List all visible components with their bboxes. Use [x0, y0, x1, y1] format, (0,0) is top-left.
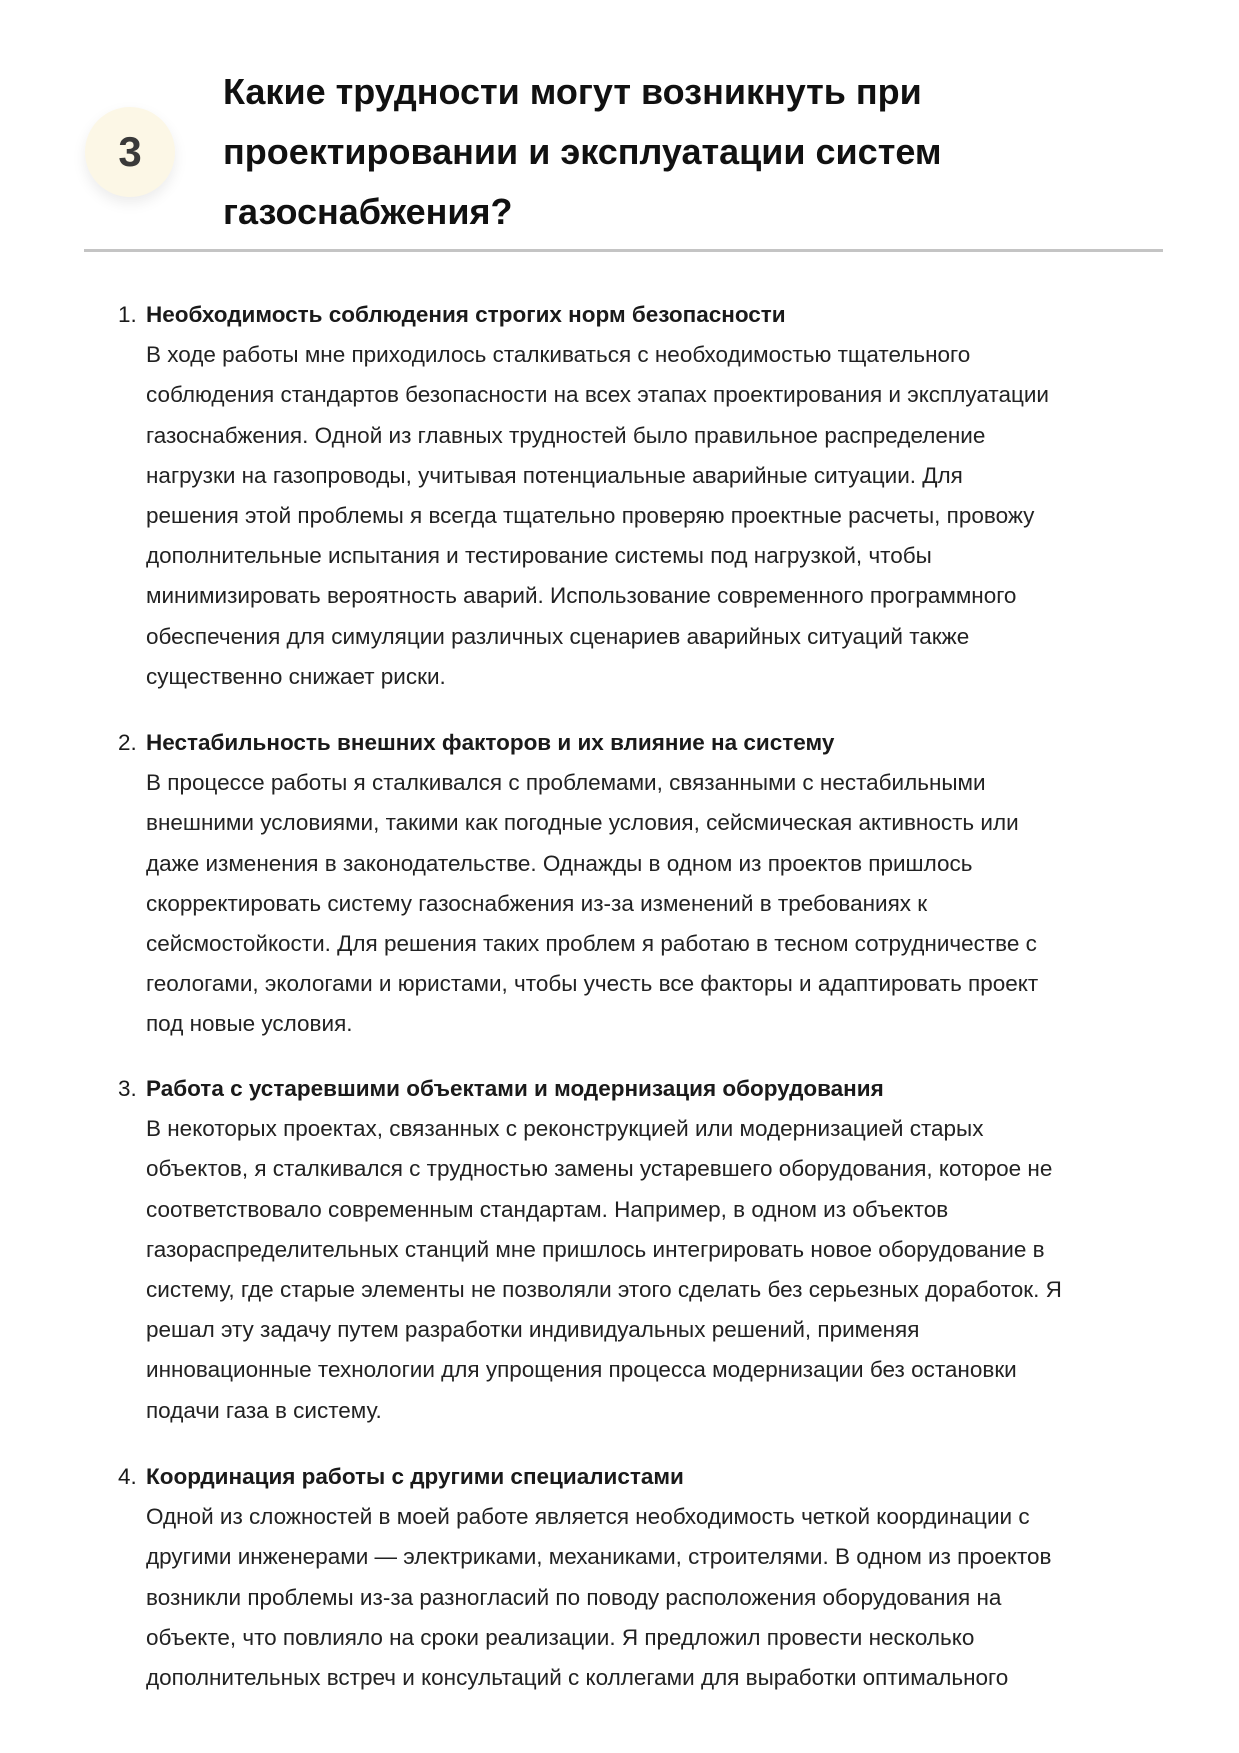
- list-item-body: [146, 1069, 1239, 1431]
- list-item-body: [146, 723, 1239, 1045]
- list-item-heading: Работа с устаревшими объектами и модернизация оборудования: [146, 1076, 884, 1101]
- list-item-body: [146, 295, 1239, 697]
- paragraph-line: другими инженерами — электриками, механиками, строителями. В одном из проектов: [146, 1544, 1052, 1570]
- paragraph-line: систему, где старые элементы не позволяли этого сделать без серьезных доработок. Я: [146, 1277, 1062, 1303]
- list-item-heading: Необходимость соблюдения строгих норм безопасности: [146, 302, 786, 327]
- paragraph-line: сейсмостойкости. Для решения таких проблем я работаю в тесном сотрудничестве с: [146, 931, 1037, 957]
- paragraph-line: минимизировать вероятность аварий. Использование современного программного: [146, 583, 1017, 609]
- paragraph-line: инновационные технологии для упрощения процесса модернизации без остановки: [146, 1357, 1017, 1383]
- paragraph-line: решения этой проблемы я всегда тщательно проверяю проектные расчеты, провожу: [146, 503, 1035, 529]
- title-line: проектировании и эксплуатации систем: [223, 131, 942, 172]
- list-item-body: [146, 1457, 1239, 1698]
- question-number-badge: 3: [85, 107, 175, 197]
- paragraph-line: В процессе работы я сталкивался с проблемами, связанными с нестабильными: [146, 770, 986, 796]
- paragraph-line: геологами, экологами и юристами, чтобы учесть все факторы и адаптировать проект: [146, 971, 1039, 997]
- list-item-heading: Нестабильность внешних факторов и их влияние на систему: [146, 730, 835, 755]
- title-line: Какие трудности могут возникнуть при: [223, 71, 922, 112]
- title-divider: [84, 249, 1163, 252]
- paragraph-line: Одной из сложностей в моей работе является необходимость четкой координации с: [146, 1504, 1030, 1530]
- paragraph-line: объекте, что повлияло на сроки реализации. Я предложил провести несколько: [146, 1624, 975, 1650]
- paragraph-line: возникли проблемы из-за разногласий по поводу расположения оборудования на: [146, 1584, 1002, 1610]
- paragraph-line: соблюдения стандартов безопасности на всех этапах проектирования и эксплуатации: [146, 382, 1049, 408]
- paragraph-line: газораспределительных станций мне пришлось интегрировать новое оборудование в: [146, 1236, 1045, 1262]
- list-item-number: 1.: [118, 302, 137, 327]
- title-line: газоснабжения?: [223, 191, 513, 232]
- paragraph-line: решал эту задачу путем разработки индивидуальных решений, применяя: [146, 1317, 920, 1343]
- paragraph-line: дополнительных встреч и консультаций с коллегами для выработки оптимального: [146, 1665, 1009, 1691]
- paragraph-line: В некоторых проектах, связанных с реконструкцией или модернизацией старых: [146, 1116, 984, 1142]
- list-item-heading: Координация работы с другими специалистами: [146, 1464, 684, 1489]
- paragraph-line: подачи газа в систему.: [146, 1397, 382, 1423]
- paragraph-line: дополнительные испытания и тестирование системы под нагрузкой, чтобы: [146, 543, 932, 569]
- list-item-number: 3.: [118, 1076, 137, 1101]
- paragraph-line: объектов, я сталкивался с трудностью замены устаревшего оборудования, которое не: [146, 1156, 1053, 1182]
- paragraph-line: существенно снижает риски.: [146, 663, 446, 689]
- paragraph-line: внешними условиями, такими как погодные условия, сейсмическая активность или: [146, 810, 1019, 836]
- question-title: [223, 62, 1123, 242]
- paragraph-line: нагрузки на газопроводы, учитывая потенциальные аварийные ситуации. Для: [146, 462, 963, 488]
- paragraph-line: соответствовало современным стандартам. Например, в одном из объектов: [146, 1196, 949, 1222]
- list-item-number: 2.: [118, 730, 137, 755]
- paragraph-line: скорректировать систему газоснабжения из-за изменений в требованиях к: [146, 890, 928, 916]
- paragraph-line: даже изменения в законодательстве. Однажды в одном из проектов пришлось: [146, 850, 973, 876]
- paragraph-line: под новые условия.: [146, 1011, 353, 1037]
- paragraph-line: обеспечения для симуляции различных сценариев аварийных ситуаций также: [146, 623, 970, 649]
- list-item-number: 4.: [118, 1464, 137, 1489]
- paragraph-line: газоснабжения. Одной из главных трудностей было правильное распределение: [146, 422, 986, 448]
- paragraph-line: В ходе работы мне приходилось сталкиваться с необходимостью тщательного: [146, 342, 971, 368]
